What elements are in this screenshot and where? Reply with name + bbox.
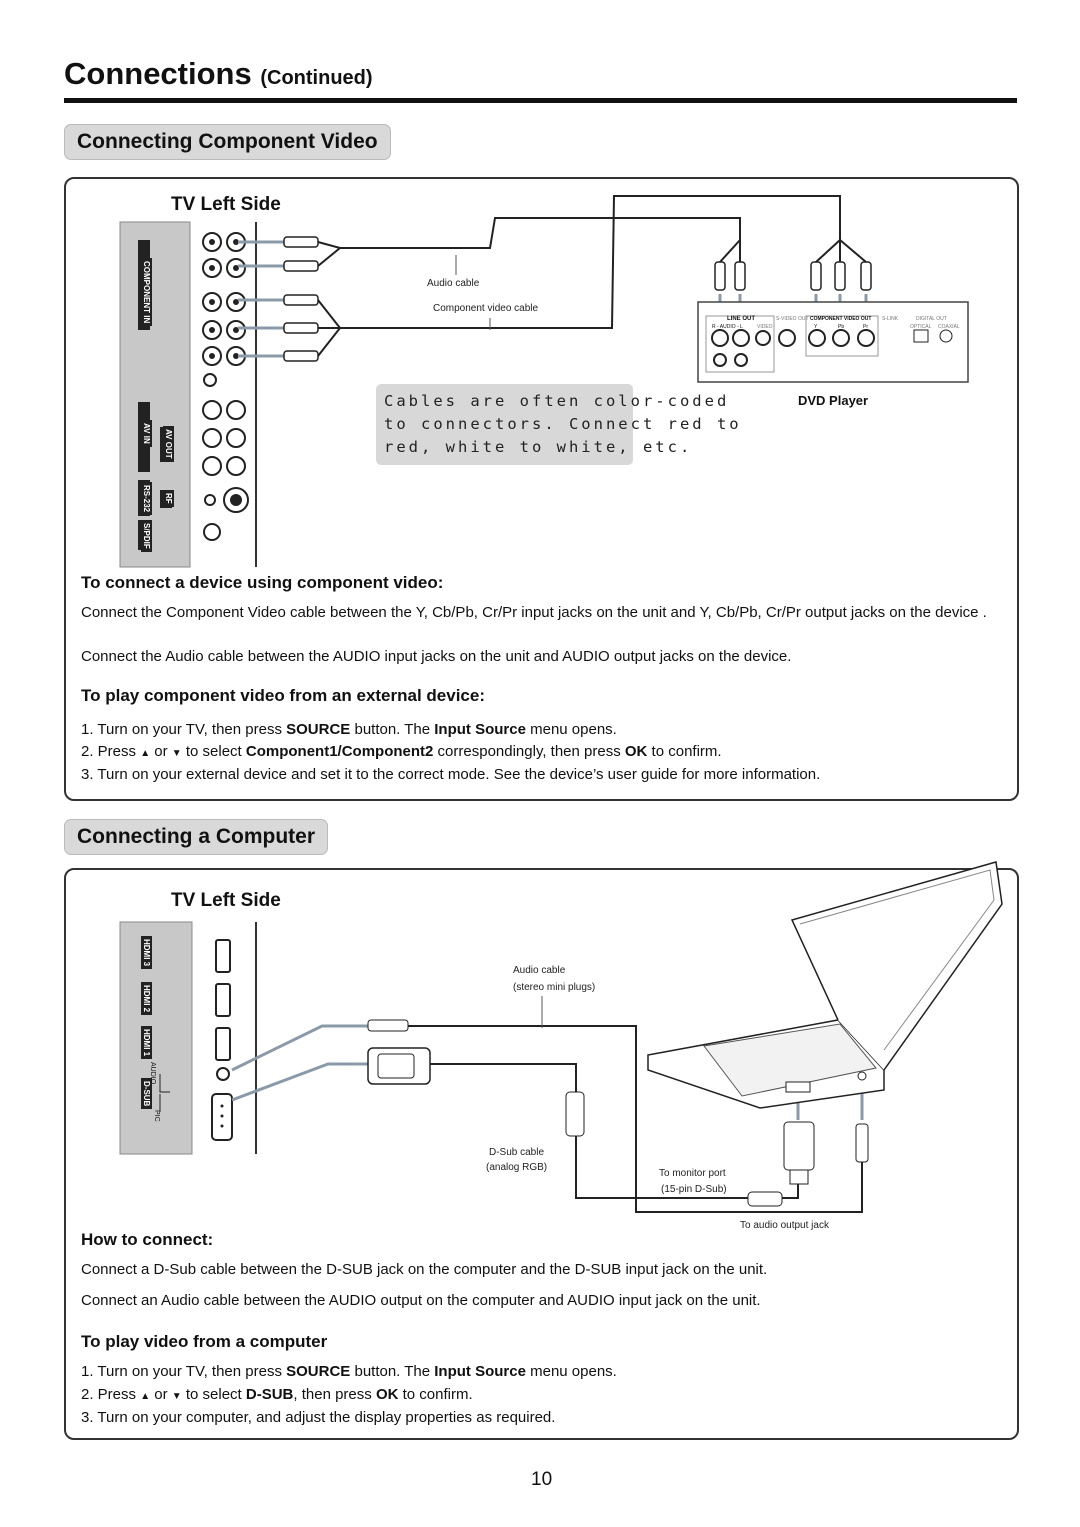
dvd-audio-lr-label: R - AUDIO - L (712, 324, 743, 330)
dvd-coaxial-label: COAXIAL (938, 324, 960, 330)
section-tab-component: Connecting Component Video (64, 124, 391, 160)
up-arrow-icon: ▲ (140, 748, 151, 759)
tv-left-side-label-2: TV Left Side (171, 890, 281, 911)
15pin-label: (15-pin D-Sub) (661, 1184, 727, 1195)
rf-label: RF (163, 490, 174, 507)
dsub-cable-label: D-Sub cable (489, 1147, 545, 1158)
connect-component-heading: To connect a device using component video: (81, 573, 444, 592)
section-tab-computer: Connecting a Computer (64, 819, 328, 855)
dvd-pr-label: Pr (863, 324, 868, 330)
up-arrow-icon: ▲ (140, 1391, 151, 1402)
connect-component-paragraph-2: Connect the Audio cable between the AUDIO input jacks on the unit and AUDIO output jacks on the device. (81, 648, 792, 665)
dvd-player-label: DVD Player (798, 393, 869, 408)
pic-port-label: PIC (153, 1110, 160, 1122)
dvd-video-label: VIDEO (757, 324, 773, 330)
computer-audio-cable-label: Audio cable (513, 965, 566, 976)
hdmi1-label: HDMI 1 (141, 1026, 152, 1059)
dvd-line-out-label: LINE OUT (727, 316, 755, 322)
computer-stereo-label: (stereo mini plugs) (513, 982, 596, 993)
audio-cable-label: Audio cable (427, 278, 480, 289)
down-arrow-icon: ▼ (171, 748, 182, 759)
note-line-3: red, white to white, etc. (384, 438, 693, 456)
dvd-svideo-label: S-VIDEO OUT (776, 316, 809, 322)
down-arrow-icon: ▼ (171, 1391, 182, 1402)
play-component-heading: To play component video from an external device: (81, 686, 485, 705)
av-out-label: AV OUT (163, 426, 174, 462)
spdif-label: S/PDIF (141, 520, 152, 552)
analog-rgb-label: (analog RGB) (486, 1162, 548, 1173)
dvd-y-label: Y (814, 324, 818, 330)
tv-left-side-label: TV Left Side (171, 194, 281, 215)
to-monitor-label: To monitor port (659, 1168, 726, 1179)
dvd-component-out-label: COMPONENT VIDEO OUT (810, 316, 872, 322)
component-step-1: 1. Turn on your TV, then press SOURCE button. The Input Source menu opens. (81, 721, 617, 738)
component-cable-label: Component video cable (433, 303, 539, 314)
av-in-label: AV IN (141, 420, 152, 447)
dvd-digital-out-label: DIGITAL OUT (916, 316, 947, 322)
how-to-connect-paragraph-2: Connect an Audio cable between the AUDIO output on the computer and AUDIO input jack on the unit. (81, 1292, 761, 1309)
dsub-label: D-SUB (141, 1078, 152, 1109)
page-title-continued: (Continued) (260, 67, 373, 89)
computer-step-3: 3. Turn on your computer, and adjust the display properties as required. (81, 1409, 556, 1426)
page-number: 10 (531, 1469, 553, 1490)
dvd-optical-label: OPTICAL (910, 324, 932, 330)
dvd-slink-label: S-LINK (882, 316, 899, 322)
play-computer-heading: To play video from a computer (81, 1332, 328, 1351)
hdmi3-label: HDMI 3 (141, 936, 152, 969)
dvd-pb-label: Pb (838, 324, 845, 330)
how-to-connect-paragraph-1: Connect a D-Sub cable between the D-SUB jack on the computer and the D-SUB input jack on the unit. (81, 1261, 768, 1278)
page-title-text: Connections (64, 56, 252, 91)
audio-port-label: AUDIO (149, 1062, 156, 1085)
note-line-1: Cables are often color-coded (384, 392, 730, 410)
how-to-connect-heading: How to connect: (81, 1230, 214, 1249)
hdmi2-label: HDMI 2 (141, 982, 152, 1015)
computer-step-1: 1. Turn on your TV, then press SOURCE button. The Input Source menu opens. (81, 1363, 617, 1380)
component-step-2: 2. Press ▲ or ▼ to select Component1/Component2 correspondingly, then press OK to confirm. (81, 743, 722, 760)
connect-component-paragraph-1: Connect the Component Video cable between the Y, Cb/Pb, Cr/Pr input jacks on the unit and Y, Cb/Pb, Cr/Pr output jacks on the device . (81, 604, 987, 621)
component-in-label: COMPONENT IN (141, 258, 152, 326)
to-audio-output-label: To audio output jack (740, 1220, 829, 1231)
note-line-2: to connectors. Connect red to (384, 415, 742, 433)
component-step-3: 3. Turn on your external device and set it to the correct mode. See the device’s user guide for more information. (81, 766, 821, 783)
computer-step-2: 2. Press ▲ or ▼ to select D-SUB, then press OK to confirm. (81, 1386, 473, 1403)
rs232-label: RS-232 (141, 482, 152, 515)
